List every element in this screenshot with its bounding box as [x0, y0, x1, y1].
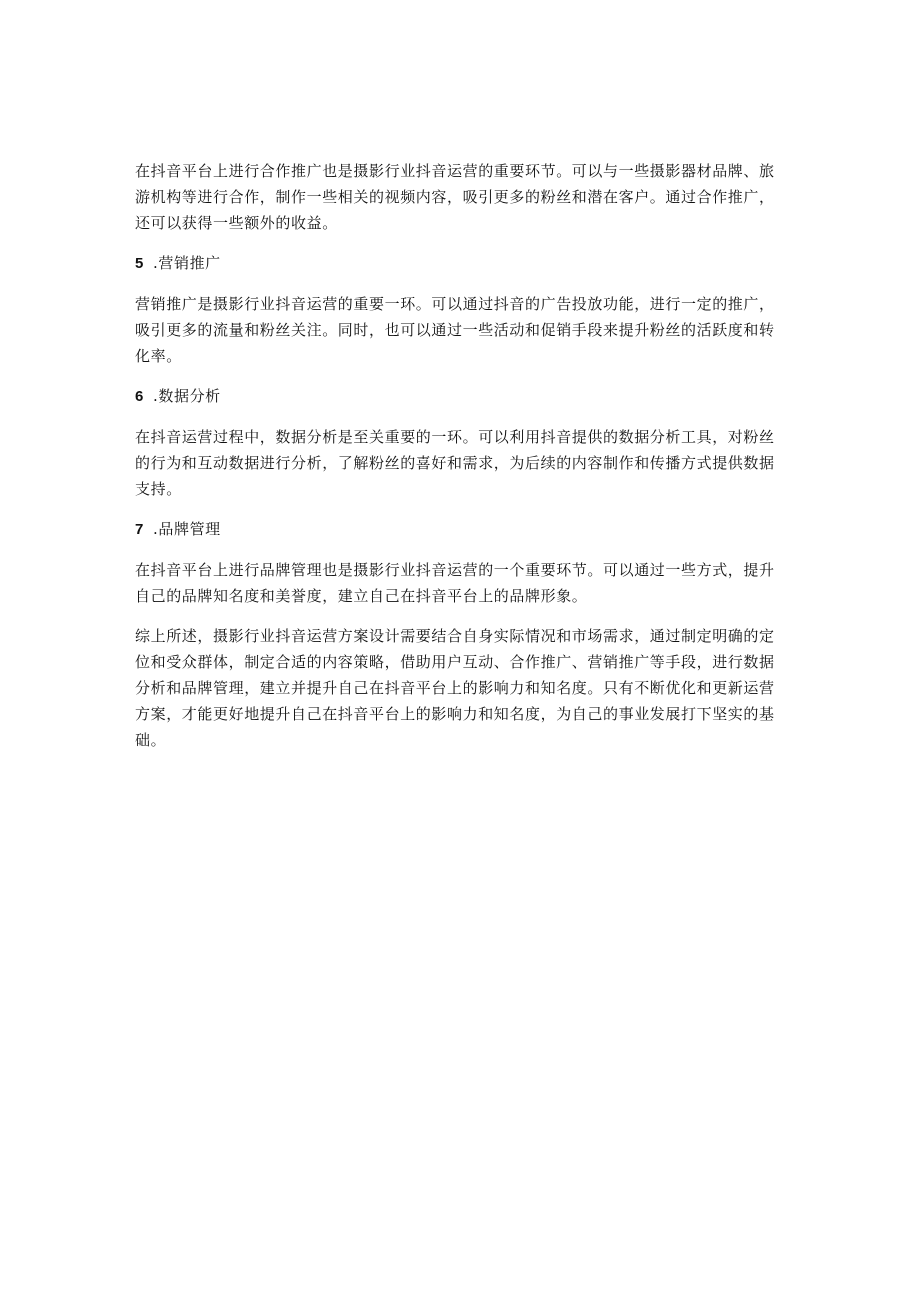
section-heading-data-analysis	[135, 383, 790, 410]
section-heading-brand	[135, 516, 790, 543]
section-title: .品牌管理	[153, 520, 221, 538]
section-number: 7	[135, 521, 144, 538]
paragraph-brand: 在抖音平台上进行品牌管理也是摄影行业抖音运营的一个重要环节。可以通过一些方式，提升自己的品牌知名度和美誉度，建立自己在抖音平台上的品牌形象。	[135, 561, 775, 605]
section-title: .数据分析	[153, 387, 221, 405]
section-number: 6	[135, 388, 144, 405]
paragraph-cooperation: 在抖音平台上进行合作推广也是摄影行业抖音运营的重要环节。可以与一些摄影器材品牌、旅游机构等进行合作，制作一些相关的视频内容，吸引更多的粉丝和潜在客户。通过合作推广，还可以获得一些额外的收益。	[135, 162, 775, 232]
paragraph-marketing: 营销推广是摄影行业抖音运营的重要一环。可以通过抖音的广告投放功能，进行一定的推广，吸引更多的流量和粉丝关注。同时，也可以通过一些活动和促销手段来提升粉丝的活跃度和转化率。	[135, 295, 775, 365]
paragraph-data-analysis: 在抖音运营过程中，数据分析是至关重要的一环。可以利用抖音提供的数据分析工具，对粉丝的行为和互动数据进行分析，了解粉丝的喜好和需求，为后续的内容制作和传播方式提供数据支持。	[135, 428, 775, 498]
document-body	[135, 158, 790, 767]
paragraph-summary: 综上所述，摄影行业抖音运营方案设计需要结合自身实际情况和市场需求，通过制定明确的定位和受众群体，制定合适的内容策略，借助用户互动、合作推广、营销推广等手段，进行数据分析和品牌管理，建立并提升自己在抖音平台上的影响力和知名度。只有不断优化和更新运营方案，才能更好地提升自己在抖音平台上的影响力和知名度，为自己的事业发展打下坚实的基础。	[135, 627, 775, 749]
section-heading-marketing	[135, 250, 790, 277]
section-number: 5	[135, 255, 144, 272]
section-title: .营销推广	[153, 254, 221, 272]
